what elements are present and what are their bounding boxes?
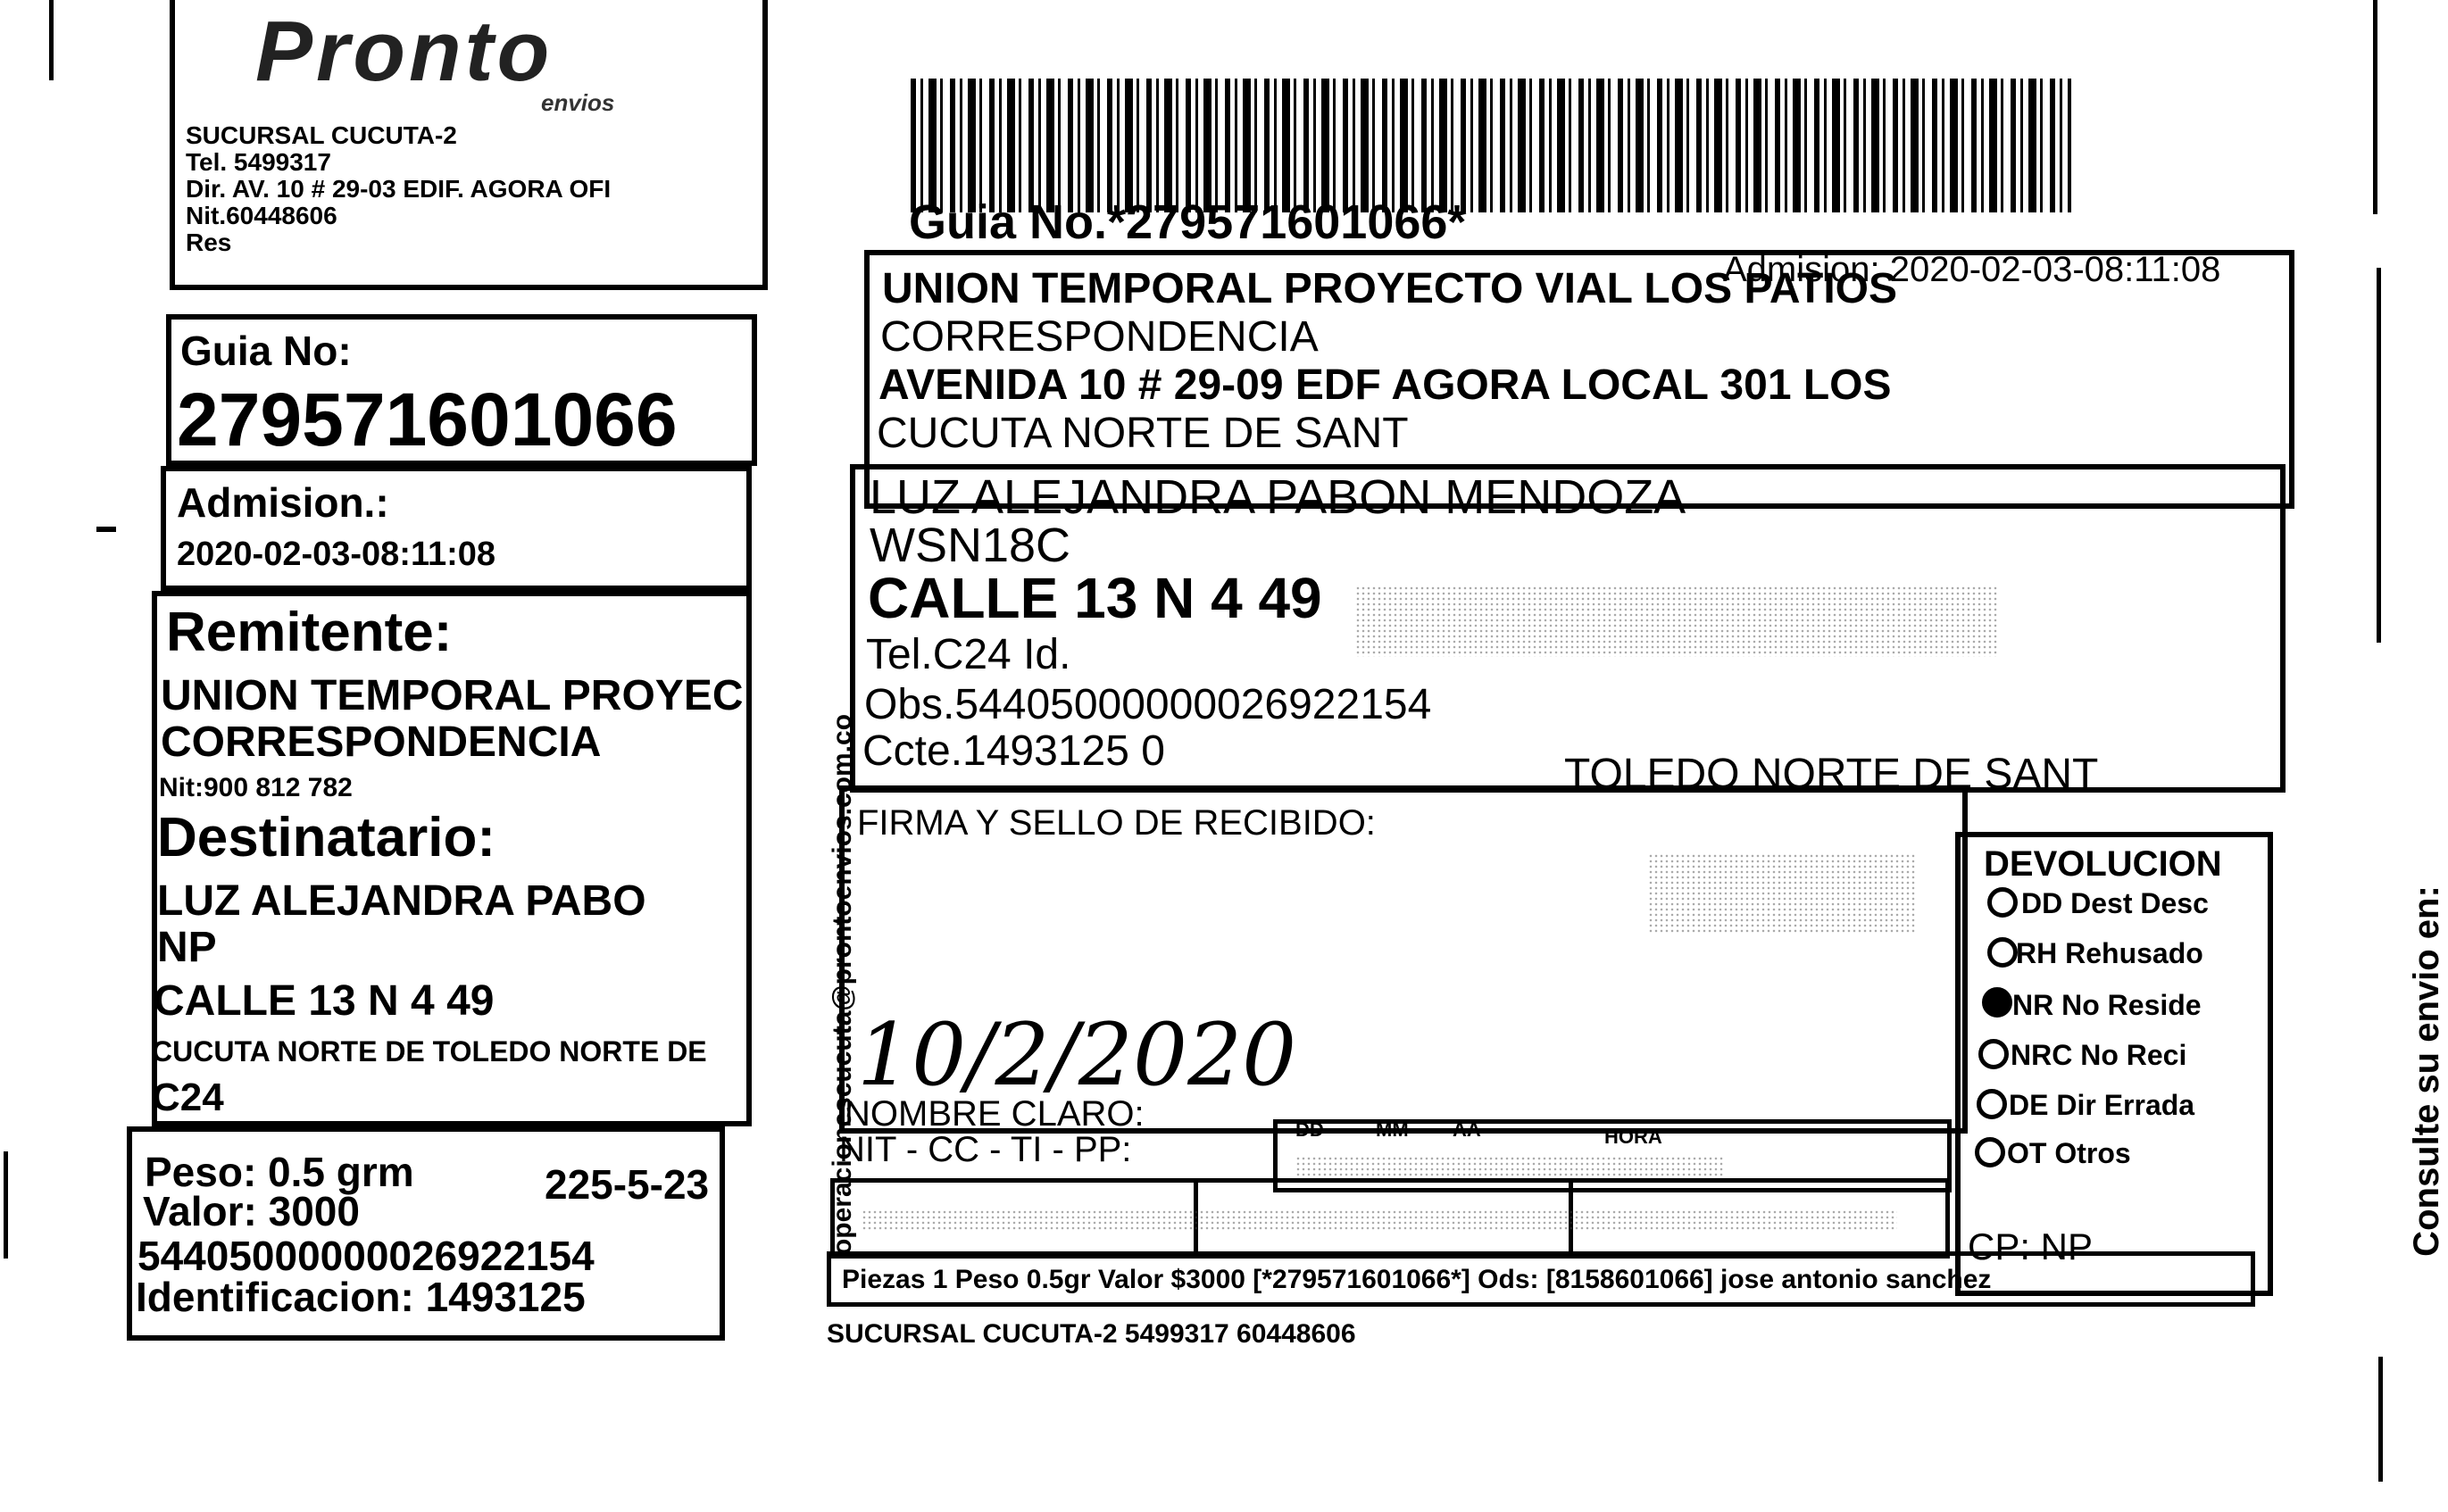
right-cut-line-2	[2377, 268, 2381, 643]
left-scan-edge	[49, 0, 54, 80]
blurred-text-area	[1355, 586, 1998, 657]
devolucion-label-nrc: NRC No Reci	[2011, 1039, 2187, 1071]
devolucion-label-dd: DD Dest Desc	[2021, 887, 2209, 919]
stub-guia-box	[166, 314, 757, 466]
footer-line: SUCURSAL CUCUTA-2 5499317 60448606	[827, 1319, 1356, 1349]
branch-line-3: Dir. AV. 10 # 29-03 EDIF. AGORA OFI	[186, 175, 612, 203]
peso-line: Peso: 0.5 grm	[145, 1149, 414, 1195]
devolucion-radio-nr[interactable]	[1982, 987, 2012, 1018]
devolucion-label-ot: OT Otros	[2007, 1137, 2131, 1169]
devolucion-title: DEVOLUCION	[1984, 844, 2222, 884]
remitente-line-1: UNION TEMPORAL PROYEC	[161, 672, 744, 719]
stub-admision-value: 2020-02-03-08:11:08	[177, 536, 496, 573]
id-cell-noise	[862, 1209, 1897, 1231]
nit-label: NIT - CC - TI - PP:	[839, 1130, 1132, 1169]
stub-obs-number: 54405000000026922154	[137, 1233, 595, 1279]
recipient-name: LUZ ALEJANDRA PABON MENDOZA	[870, 470, 1686, 524]
recipient-ccte: Ccte.1493125 0	[862, 727, 1165, 775]
devolucion-radio-de[interactable]	[1977, 1089, 2007, 1119]
remitente-nit: Nit:900 812 782	[159, 773, 353, 802]
stamp-noise	[1648, 853, 1916, 934]
firma-label: FIRMA Y SELLO DE RECIBIDO:	[857, 803, 1376, 843]
devolucion-radio-dd[interactable]	[1987, 887, 2018, 918]
nombre-label: NOMBRE CLARO:	[845, 1094, 1145, 1134]
devolucion-label-rh: RH Rehusado	[2016, 937, 2203, 969]
stub-admision-box	[161, 466, 752, 591]
right-cut-line	[2373, 0, 2377, 214]
recipient-city: TOLEDO NORTE DE SANT	[1564, 751, 2099, 798]
recipient-address: CALLE 13 N 4 49	[868, 566, 1322, 630]
devolucion-box	[1955, 832, 2273, 1296]
mid-margin-mark	[96, 527, 116, 532]
pronto-logo	[255, 4, 554, 99]
stub-admision-label: Admision.:	[177, 479, 389, 526]
sender-line-1: UNION TEMPORAL PROYECTO VIAL LOS PATIOS	[882, 265, 1897, 312]
signature-box	[839, 785, 1968, 1134]
cp-label: CP: NP	[1968, 1225, 2094, 1267]
valor-line: Valor: 3000	[143, 1188, 360, 1234]
remitente-label: Remitente:	[166, 602, 453, 663]
handwritten-date: 10/2/2020	[857, 1005, 1297, 1105]
branch-box	[170, 0, 768, 290]
recipient-obs: Obs.54405000000026922154	[864, 681, 1432, 728]
right-vertical-text: Consulte su envio en:	[2407, 885, 2446, 1257]
date-header-aa: AA	[1453, 1118, 1481, 1141]
destinatario-line-2: NP	[157, 924, 217, 971]
date-header-hora: HORA	[1604, 1126, 1662, 1148]
stub-guia-number: 279571601066	[177, 378, 678, 461]
stub-weight-box	[127, 1126, 725, 1341]
recipient-tel: Tel.C24 Id.	[866, 631, 1071, 678]
destinatario-city: CUCUTA NORTE DE TOLEDO NORTE DE	[152, 1035, 707, 1068]
destinatario-code: C24	[152, 1076, 224, 1119]
devolucion-radio-rh[interactable]	[1987, 937, 2018, 968]
main-guia-header: Guia No.*279571601066*	[909, 195, 1467, 249]
id-cells-row	[830, 1178, 1950, 1259]
branch-line-1: SUCURSAL CUCUTA-2	[186, 121, 457, 149]
peso-code: 225-5-23	[545, 1161, 710, 1208]
date-header-dd: DD	[1295, 1118, 1324, 1141]
stub-parties-box	[152, 591, 752, 1126]
logo-sub: envios	[541, 89, 615, 116]
recipient-code: WSN18C	[870, 519, 1071, 572]
date-header-mm: MM	[1376, 1118, 1409, 1141]
main-admision-header: Admision: 2020-02-03-08:11:08	[1723, 250, 2221, 289]
sender-line-3: AVENIDA 10 # 29-09 EDF AGORA LOCAL 301 LOS	[878, 361, 1892, 409]
branch-line-2: Tel. 5499317	[186, 148, 331, 176]
identificacion-line: Identificacion: 1493125	[136, 1274, 586, 1320]
sender-line-4: CUCUTA NORTE DE SANT	[877, 410, 1409, 457]
destinatario-label: Destinatario:	[157, 807, 495, 868]
summary-box	[827, 1251, 2255, 1307]
recipient-box	[850, 464, 2286, 798]
remitente-line-2: CORRESPONDENCIA	[161, 719, 602, 766]
vertical-email: operacionescucuta@prontoenvios.com.co	[828, 713, 857, 1256]
logo-text: Pronto	[255, 4, 554, 99]
devolucion-label-de: DE Dir Errada	[2009, 1089, 2195, 1121]
stub-guia-label: Guia No:	[180, 328, 352, 374]
devolucion-radio-ot[interactable]	[1975, 1137, 2005, 1167]
barcode	[911, 79, 2071, 212]
summary-line: Piezas 1 Peso 0.5gr Valor $3000 [*279571601066*] Ods: [8158601066] jose antonio sanchez	[842, 1265, 1992, 1294]
left-scan-edge-2	[4, 1151, 8, 1259]
right-cut-line-3	[2378, 1357, 2383, 1482]
destinatario-line-1: LUZ ALEJANDRA PABO	[157, 877, 646, 925]
devolucion-label-nr: NR No Reside	[2012, 989, 2202, 1021]
branch-line-5: Res	[186, 228, 232, 256]
destinatario-address: CALLE 13 N 4 49	[154, 977, 495, 1025]
branch-line-4: Nit.60448606	[186, 202, 337, 229]
devolucion-radio-nrc[interactable]	[1978, 1039, 2009, 1069]
sender-line-2: CORRESPONDENCIA	[880, 313, 1319, 361]
